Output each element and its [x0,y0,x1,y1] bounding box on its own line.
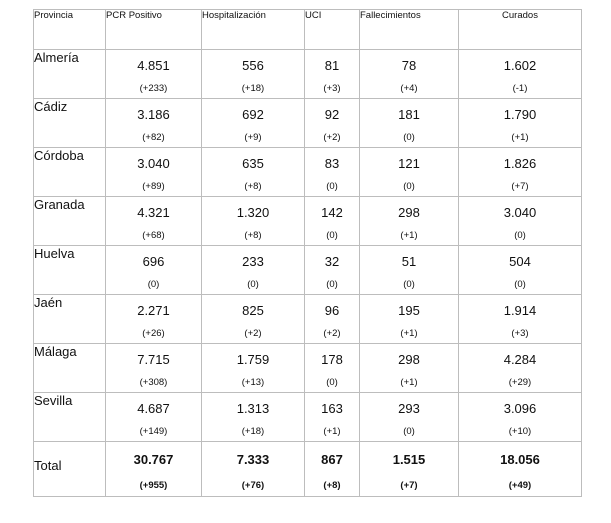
pcr-positivo-value: 7.715 [137,352,170,367]
uci-value: 867 [321,452,343,467]
header-pcr-positivo: PCR Positivo [106,10,202,50]
fallecimientos-value: 293 [398,401,420,416]
hospitalizacion-value: 692 [242,107,264,122]
cell-pcr-positivo [106,148,202,197]
table-row [34,197,582,246]
cell-pcr-positivo [106,99,202,148]
fallecimientos-value: 78 [401,58,417,73]
cell-hospitalizacion [202,344,305,393]
curados-daily-change: (+7) [511,181,529,192]
pcr-positivo-value: 4.687 [137,401,170,416]
hospitalizacion-daily-change: (+13) [241,377,265,388]
cell-hospitalizacion [202,197,305,246]
fallecimientos-daily-change: (+4) [400,83,418,94]
fallecimientos-daily-change: (+1) [400,328,418,339]
cell-pcr-positivo [106,295,202,344]
hospitalizacion-value: 1.313 [236,401,270,416]
pcr-positivo-daily-change: (+233) [139,83,168,94]
hospitalizacion-daily-change: (+18) [241,83,265,94]
uci-daily-change: (0) [326,181,338,192]
province-name: Total [34,442,106,497]
table-row [34,442,582,497]
cell-pcr-positivo [106,344,202,393]
province-name: Jaén [34,295,106,344]
cell-hospitalizacion [202,50,305,99]
uci-daily-change: (+8) [323,480,341,491]
cell-hospitalizacion [202,393,305,442]
cell-hospitalizacion [202,148,305,197]
cell-hospitalizacion [202,99,305,148]
cell-curados [459,246,582,295]
cell-fallecimientos [360,393,459,442]
pcr-positivo-value: 30.767 [133,452,174,467]
curados-value: 3.040 [503,205,537,220]
cell-curados [459,344,582,393]
hospitalizacion-value: 635 [242,156,264,171]
table-row [34,393,582,442]
uci-value: 32 [324,254,340,269]
curados-daily-change: (+49) [508,480,532,491]
hospitalizacion-value: 825 [242,303,264,318]
hospitalizacion-value: 556 [242,58,264,73]
curados-daily-change: (-1) [512,83,528,94]
uci-value: 92 [324,107,340,122]
hospitalizacion-daily-change: (+2) [244,328,262,339]
province-name: Huelva [34,246,106,295]
cell-uci [305,246,360,295]
cell-curados [459,393,582,442]
fallecimientos-daily-change: (0) [403,426,415,437]
cell-uci [305,344,360,393]
fallecimientos-daily-change: (+1) [400,377,418,388]
pcr-positivo-value: 696 [142,254,165,269]
pcr-positivo-daily-change: (+955) [139,480,168,491]
hospitalizacion-value: 7.333 [236,452,270,467]
header-fallecimientos: Fallecimientos [360,10,459,50]
curados-daily-change: (+29) [508,377,532,388]
curados-daily-change: (+1) [511,132,529,143]
province-name: Granada [34,197,106,246]
cell-curados [459,50,582,99]
cell-pcr-positivo [106,50,202,99]
cell-pcr-positivo [106,442,202,497]
pcr-positivo-value: 3.040 [137,156,170,171]
pcr-positivo-daily-change: (+82) [142,132,165,143]
cell-fallecimientos [360,50,459,99]
uci-value: 83 [324,156,340,171]
cell-fallecimientos [360,344,459,393]
hospitalizacion-daily-change: (+8) [244,230,262,241]
province-name: Cádiz [34,99,106,148]
province-name: Sevilla [34,393,106,442]
cell-curados [459,295,582,344]
fallecimientos-value: 51 [401,254,417,269]
curados-value: 3.096 [503,401,537,416]
cell-curados [459,148,582,197]
province-name: Córdoba [34,148,106,197]
fallecimientos-value: 1.515 [392,452,426,467]
table-row [34,246,582,295]
cell-fallecimientos [360,246,459,295]
pcr-positivo-daily-change: (+26) [142,328,165,339]
fallecimientos-daily-change: (+7) [400,480,418,491]
uci-daily-change: (+1) [323,426,341,437]
cell-curados [459,442,582,497]
curados-value: 1.602 [503,58,537,73]
uci-daily-change: (+3) [323,83,341,94]
uci-value: 163 [321,401,343,416]
cell-fallecimientos [360,148,459,197]
province-name: Almería [34,50,106,99]
curados-daily-change: (0) [514,230,526,241]
pcr-positivo-daily-change: (+68) [142,230,165,241]
pcr-positivo-value: 4.321 [137,205,170,220]
hospitalizacion-value: 1.320 [236,205,270,220]
cell-pcr-positivo [106,246,202,295]
header-row [34,10,582,50]
table-row [34,50,582,99]
header-provincia: Provincia [34,10,106,50]
curados-value: 504 [509,254,531,269]
cell-uci [305,50,360,99]
cell-uci [305,197,360,246]
fallecimientos-value: 298 [398,352,420,367]
cell-pcr-positivo [106,393,202,442]
pcr-positivo-daily-change: (+308) [139,377,168,388]
table-row [34,295,582,344]
table-row [34,99,582,148]
pcr-positivo-value: 4.851 [137,58,170,73]
curados-value: 18.056 [500,452,540,467]
hospitalizacion-daily-change: (+8) [244,181,262,192]
cell-fallecimientos [360,99,459,148]
header-hospitalizacion: Hospitalización [202,10,305,50]
uci-daily-change: (0) [326,279,338,290]
hospitalizacion-daily-change: (+18) [241,426,265,437]
pcr-positivo-value: 2.271 [137,303,170,318]
hospitalizacion-daily-change: (+76) [241,480,265,491]
fallecimientos-daily-change: (0) [403,181,415,192]
fallecimientos-value: 121 [398,156,420,171]
uci-value: 96 [324,303,340,318]
pcr-positivo-value: 3.186 [137,107,170,122]
cell-hospitalizacion [202,246,305,295]
cell-fallecimientos [360,197,459,246]
cell-curados [459,197,582,246]
pcr-positivo-daily-change: (+89) [142,181,165,192]
cell-uci [305,295,360,344]
fallecimientos-value: 181 [398,107,420,122]
covid-andalucia-table [33,9,582,497]
table-row [34,344,582,393]
cell-uci [305,442,360,497]
cell-hospitalizacion [202,442,305,497]
table-row [34,148,582,197]
uci-daily-change: (+2) [323,132,341,143]
curados-daily-change: (+3) [511,328,529,339]
cell-uci [305,393,360,442]
fallecimientos-daily-change: (0) [403,279,415,290]
hospitalizacion-daily-change: (+9) [244,132,262,143]
uci-value: 178 [321,352,343,367]
cell-hospitalizacion [202,295,305,344]
pcr-positivo-daily-change: (0) [147,279,160,290]
province-name: Málaga [34,344,106,393]
curados-value: 4.284 [503,352,537,367]
cell-curados [459,99,582,148]
curados-value: 1.826 [503,156,537,171]
curados-daily-change: (+10) [508,426,532,437]
uci-daily-change: (+2) [323,328,341,339]
hospitalizacion-value: 1.759 [236,352,270,367]
uci-daily-change: (0) [326,230,338,241]
pcr-positivo-daily-change: (+149) [139,426,168,437]
header-uci: UCI [305,10,360,50]
cell-pcr-positivo [106,197,202,246]
uci-value: 81 [324,58,340,73]
fallecimientos-value: 298 [398,205,420,220]
cell-fallecimientos [360,295,459,344]
header-curados: Curados [459,10,582,50]
hospitalizacion-daily-change: (0) [247,279,259,290]
fallecimientos-value: 195 [398,303,420,318]
cell-uci [305,99,360,148]
uci-daily-change: (0) [326,377,338,388]
curados-daily-change: (0) [514,279,526,290]
curados-value: 1.914 [503,303,537,318]
uci-value: 142 [321,205,343,220]
cell-uci [305,148,360,197]
fallecimientos-daily-change: (+1) [400,230,418,241]
fallecimientos-daily-change: (0) [403,132,415,143]
cell-fallecimientos [360,442,459,497]
hospitalizacion-value: 233 [242,254,264,269]
curados-value: 1.790 [503,107,537,122]
